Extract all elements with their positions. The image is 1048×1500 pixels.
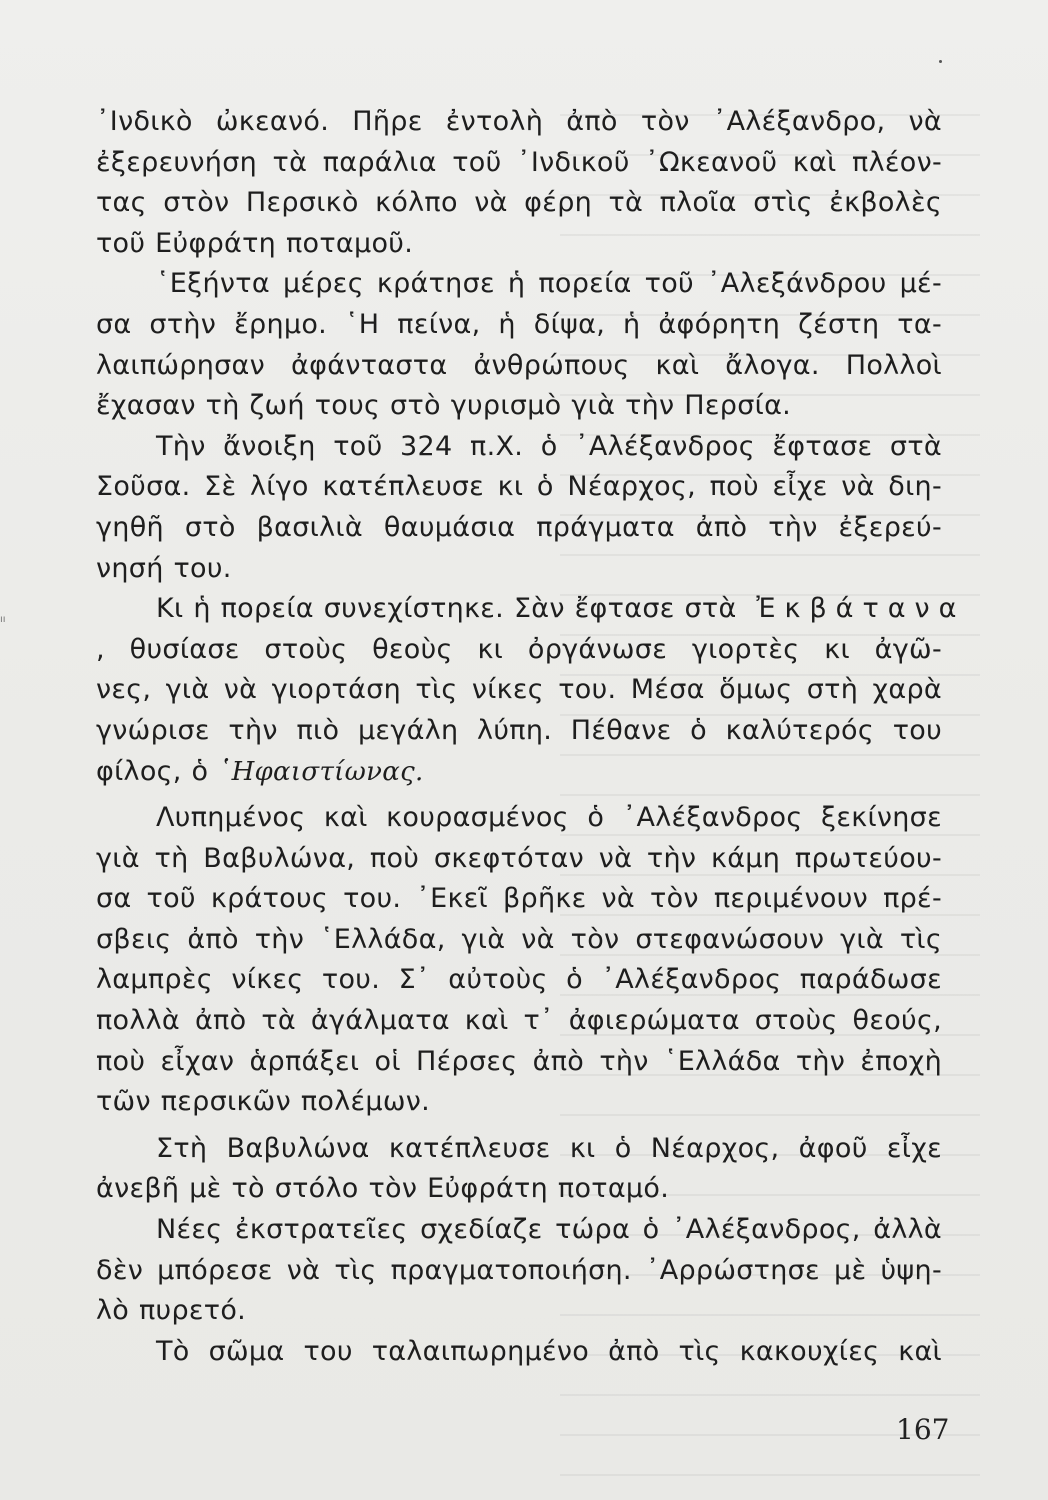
text-line: σα τοῦ κράτους του. ᾽Εκεῖ βρῆκε νὰ τὸν περιμένουν πρέ-	[96, 883, 942, 915]
text-line	[96, 589, 966, 630]
text-line: Λυπημένος καὶ κουρασμένος ὁ ᾽Αλέξανδρος ξεκίνησε	[156, 802, 942, 834]
text-line: τοῦ Εὐφράτη ποταμοῦ.	[96, 227, 414, 259]
text-line: πολλὰ ἀπὸ τὰ ἀγάλματα καὶ τ᾽ ἀφιερώματα στοὺς θεούς,	[96, 1005, 942, 1037]
margin-mark: ıı	[0, 614, 6, 625]
text-line: νες, γιὰ νὰ γιορτάση τὶς νίκες του. Μέσα ὅμως στὴ χαρὰ	[96, 674, 942, 706]
text-line: ᾽Ινδικὸ ὠκεανό. Πῆρε ἐντολὴ ἀπὸ τὸν ᾽Αλέξανδρο, νὰ	[96, 106, 942, 137]
place-name-spaced: Ἐκβάτανα	[756, 593, 966, 625]
text-line: σβεις ἀπὸ τὴν ῾Ελλάδα, γιὰ νὰ τὸν στεφανώσουν γιὰ τὶς	[96, 923, 942, 955]
text-line	[96, 752, 942, 793]
text-line: γνώρισε τὴν πιὸ μεγάλη λύπη. Πέθανε ὁ καλύτερός του	[96, 714, 942, 746]
text-line: λὸ πυρετό.	[96, 1295, 247, 1327]
text-line: λαμπρὲς νίκες του. Σ᾽ αὐτοὺς ὁ ᾽Αλέξανδρος παράδωσε	[96, 964, 942, 996]
italic-name: ῾Ηφαιστίωνας.	[218, 756, 424, 787]
text-line: νησή του.	[96, 552, 232, 584]
text-fragment: φίλος, ὁ	[96, 755, 209, 787]
text-line: Τὸ σῶμα του ταλαιπωρημένο ἀπὸ τὶς κακουχίες καὶ	[156, 1335, 942, 1367]
text-line: ποὺ εἶχαν ἁρπάξει οἱ Πέρσες ἀπὸ τὴν ῾Ελλάδα τὴν ἐποχὴ	[96, 1045, 942, 1077]
text-line: σα στὴν ἔρημο. ῾Η πείνα, ἡ δίψα, ἡ ἀφόρητη ζέστη τα-	[96, 308, 942, 340]
text-line: γηθῆ στὸ βασιλιὰ θαυμάσια πράγματα ἀπὸ τὴν ἐξερεύ-	[96, 511, 942, 543]
text-line: τῶν περσικῶν πολέμων.	[96, 1086, 431, 1118]
body-text	[96, 102, 966, 1372]
text-line: ἐξερευνήση τὰ παράλια τοῦ ᾽Ινδικοῦ ᾽Ωκεανοῦ καὶ πλέον-	[96, 146, 942, 178]
text-line: ῾Εξήντα μέρες κράτησε ἡ πορεία τοῦ ᾽Αλεξάνδρου μέ-	[156, 268, 942, 300]
text-line: Νέες ἐκστρατεῖες σχεδίαζε τώρα ὁ ᾽Αλέξανδρος, ἀλλὰ	[156, 1214, 942, 1246]
text-line: Σοῦσα. Σὲ λίγο κατέπλευσε κι ὁ Νέαρχος, ποὺ εἶχε νὰ διη-	[96, 471, 942, 503]
text-fragment: Κι ἡ πορεία συνεχίστηκε. Σὰν ἔφτασε στὰ	[156, 593, 737, 625]
text-line: δὲν μπόρεσε νὰ τὶς πραγματοποιήση. ᾽Αρρώστησε μὲ ὑψη-	[96, 1254, 942, 1286]
text-line: Τὴν ἄνοιξη τοῦ 324 π.Χ. ὁ ᾽Αλέξανδρος ἔφτασε στὰ	[156, 430, 942, 462]
text-line: γιὰ τὴ Βαβυλώνα, ποὺ σκεφτόταν νὰ τὴν κάμη πρωτεύου-	[96, 842, 942, 874]
speck	[939, 60, 942, 63]
text-line: ἔχασαν τὴ ζωή τους στὸ γυρισμὸ γιὰ τὴν Περσία.	[96, 390, 792, 422]
text-line: λαιπώρησαν ἀφάνταστα ἀνθρώπους καὶ ἄλογα. Πολλοὶ	[96, 349, 942, 381]
text-line: Στὴ Βαβυλώνα κατέπλευσε κι ὁ Νέαρχος, ἀφοῦ εἶχε	[156, 1132, 942, 1164]
text-line: , θυσίασε στοὺς θεοὺς κι ὀργάνωσε γιορτὲς κι ἀγῶ-	[96, 633, 942, 665]
text-line: ἀνεβῆ μὲ τὸ στόλο τὸν Εὐφράτη ποταμό.	[96, 1173, 670, 1205]
page-number: 167	[896, 1413, 950, 1446]
text-line: τας στὸν Περσικὸ κόλπο νὰ φέρη τὰ πλοῖα στὶς ἐκβολὲς	[96, 187, 942, 219]
